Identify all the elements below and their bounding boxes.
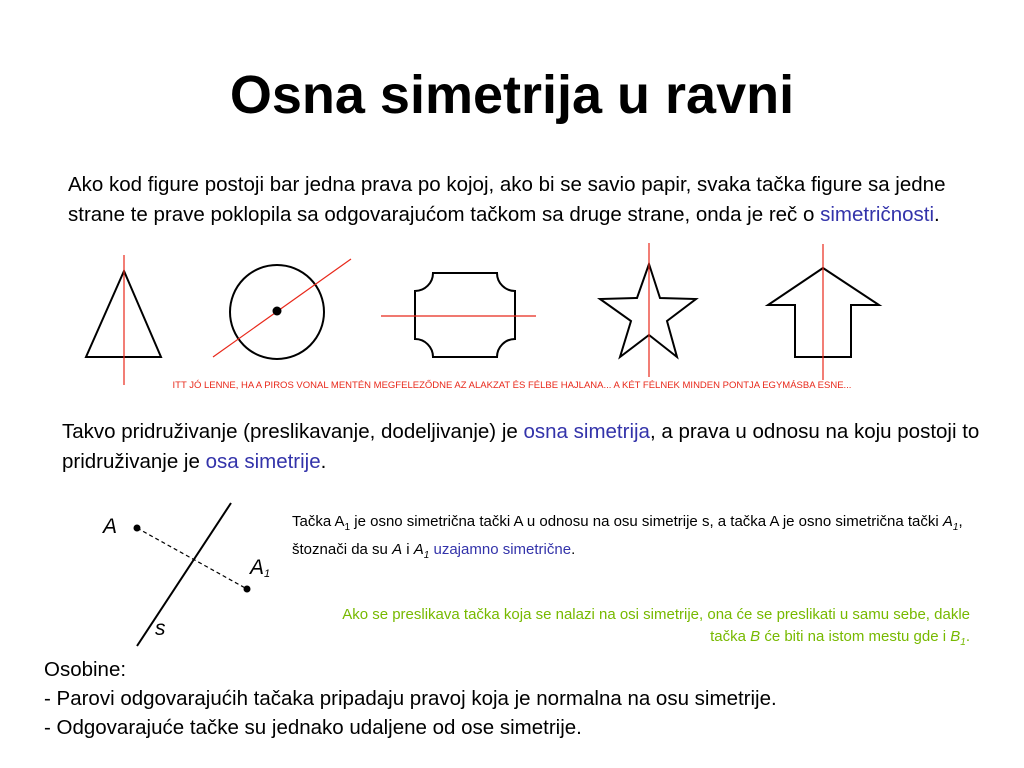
intro-text: Ako kod figure postoji bar jedna prava po kojoj, ako bi se savio papir, svaka tačka figure sa jedne strane te prave poklopila sa odgovarajućom tačkom sa druge strane, onda je reč o (68, 173, 946, 226)
side-sub-2: 1 (952, 522, 959, 533)
para2-text-3: . (320, 450, 327, 473)
side-sub-3: 1 (423, 550, 430, 561)
properties-heading: Osobine: (44, 658, 127, 681)
triangle-figure (86, 255, 161, 385)
side-italic-1: A (942, 513, 953, 530)
property-item: - Odgovarajuće tačke su jednako udaljene od ose simetrije. (44, 716, 582, 739)
point-a1-dot (244, 586, 251, 593)
side-text-1: Tačka A (292, 513, 345, 530)
arrow-figure (768, 244, 879, 380)
axis-s-line (137, 503, 231, 646)
para2-highlight-2: osa simetrije (205, 450, 321, 473)
side-text-4: i (402, 541, 414, 558)
side-end: . (571, 541, 576, 558)
page-title: Osna simetrija u ravni (229, 65, 795, 125)
side-sub-1: 1 (344, 522, 351, 533)
side-highlight: uzajamno simetrične (433, 541, 572, 558)
point-a-dot (134, 525, 141, 532)
notched-square-figure (381, 273, 536, 357)
green-italic-b: B (750, 628, 761, 645)
green-sub: 1 (960, 637, 966, 648)
para2-highlight-1: osna simetrija (523, 420, 650, 443)
green-text-1: Ako se preslikava tačka koja se nalazi na osi simetrije, ona će se preslikati u samu sebe, dakle tačka (342, 606, 970, 645)
side-italic-3: A (413, 541, 424, 558)
property-item: - Parovi odgovarajućih tačaka pripadaju pravoj koja je normalna na osu simetrije. (44, 687, 777, 710)
para2-text-1: Takvo pridruživanje (preslikavanje, dodeljivanje) je (62, 420, 524, 443)
side-explanation (292, 511, 972, 567)
intro-highlight: simetričnosti (820, 203, 935, 226)
green-note (320, 604, 970, 654)
point-a1-label-sub: 1 (264, 568, 271, 580)
circle-axis (213, 259, 351, 357)
figures-note: ITT JÓ LENNE, HA A PIROS VONAL MENTÉN MEGFELEZŐDNE AZ ALAKZAT ÉS FÉLBE HAJLANA... A KÉT FÉLNEK MINDEN PONTJA EGYMÁSBA ESNE... (172, 380, 852, 391)
circle-center-dot (273, 307, 282, 316)
point-a-label: A (103, 515, 118, 538)
point-a1-label-main: A (250, 556, 265, 579)
axis-s-label: s (155, 617, 166, 640)
intro-end: . (934, 203, 940, 226)
green-end: . (965, 628, 970, 645)
side-italic-2: A (392, 541, 403, 558)
circle-figure (213, 259, 351, 359)
side-text-3: , štoznači da su (292, 513, 963, 558)
point-a1-label (250, 556, 270, 580)
star-figure (600, 243, 696, 377)
definition-paragraph (62, 417, 982, 477)
connecting-dashed-line (137, 528, 247, 589)
reflection-diagram (134, 503, 251, 646)
green-text-2: će biti na istom mestu gde i (760, 628, 951, 645)
green-italic-b1: B (950, 628, 961, 645)
properties-section (44, 655, 1004, 742)
para2-text-2: , a prava u odnosu na koju postoji to pridruživanje je (62, 420, 980, 473)
side-text-2: je osno simetrična tački A u odnosu na osu simetrije s, a tačka A je osno simetrična tački (350, 513, 943, 530)
